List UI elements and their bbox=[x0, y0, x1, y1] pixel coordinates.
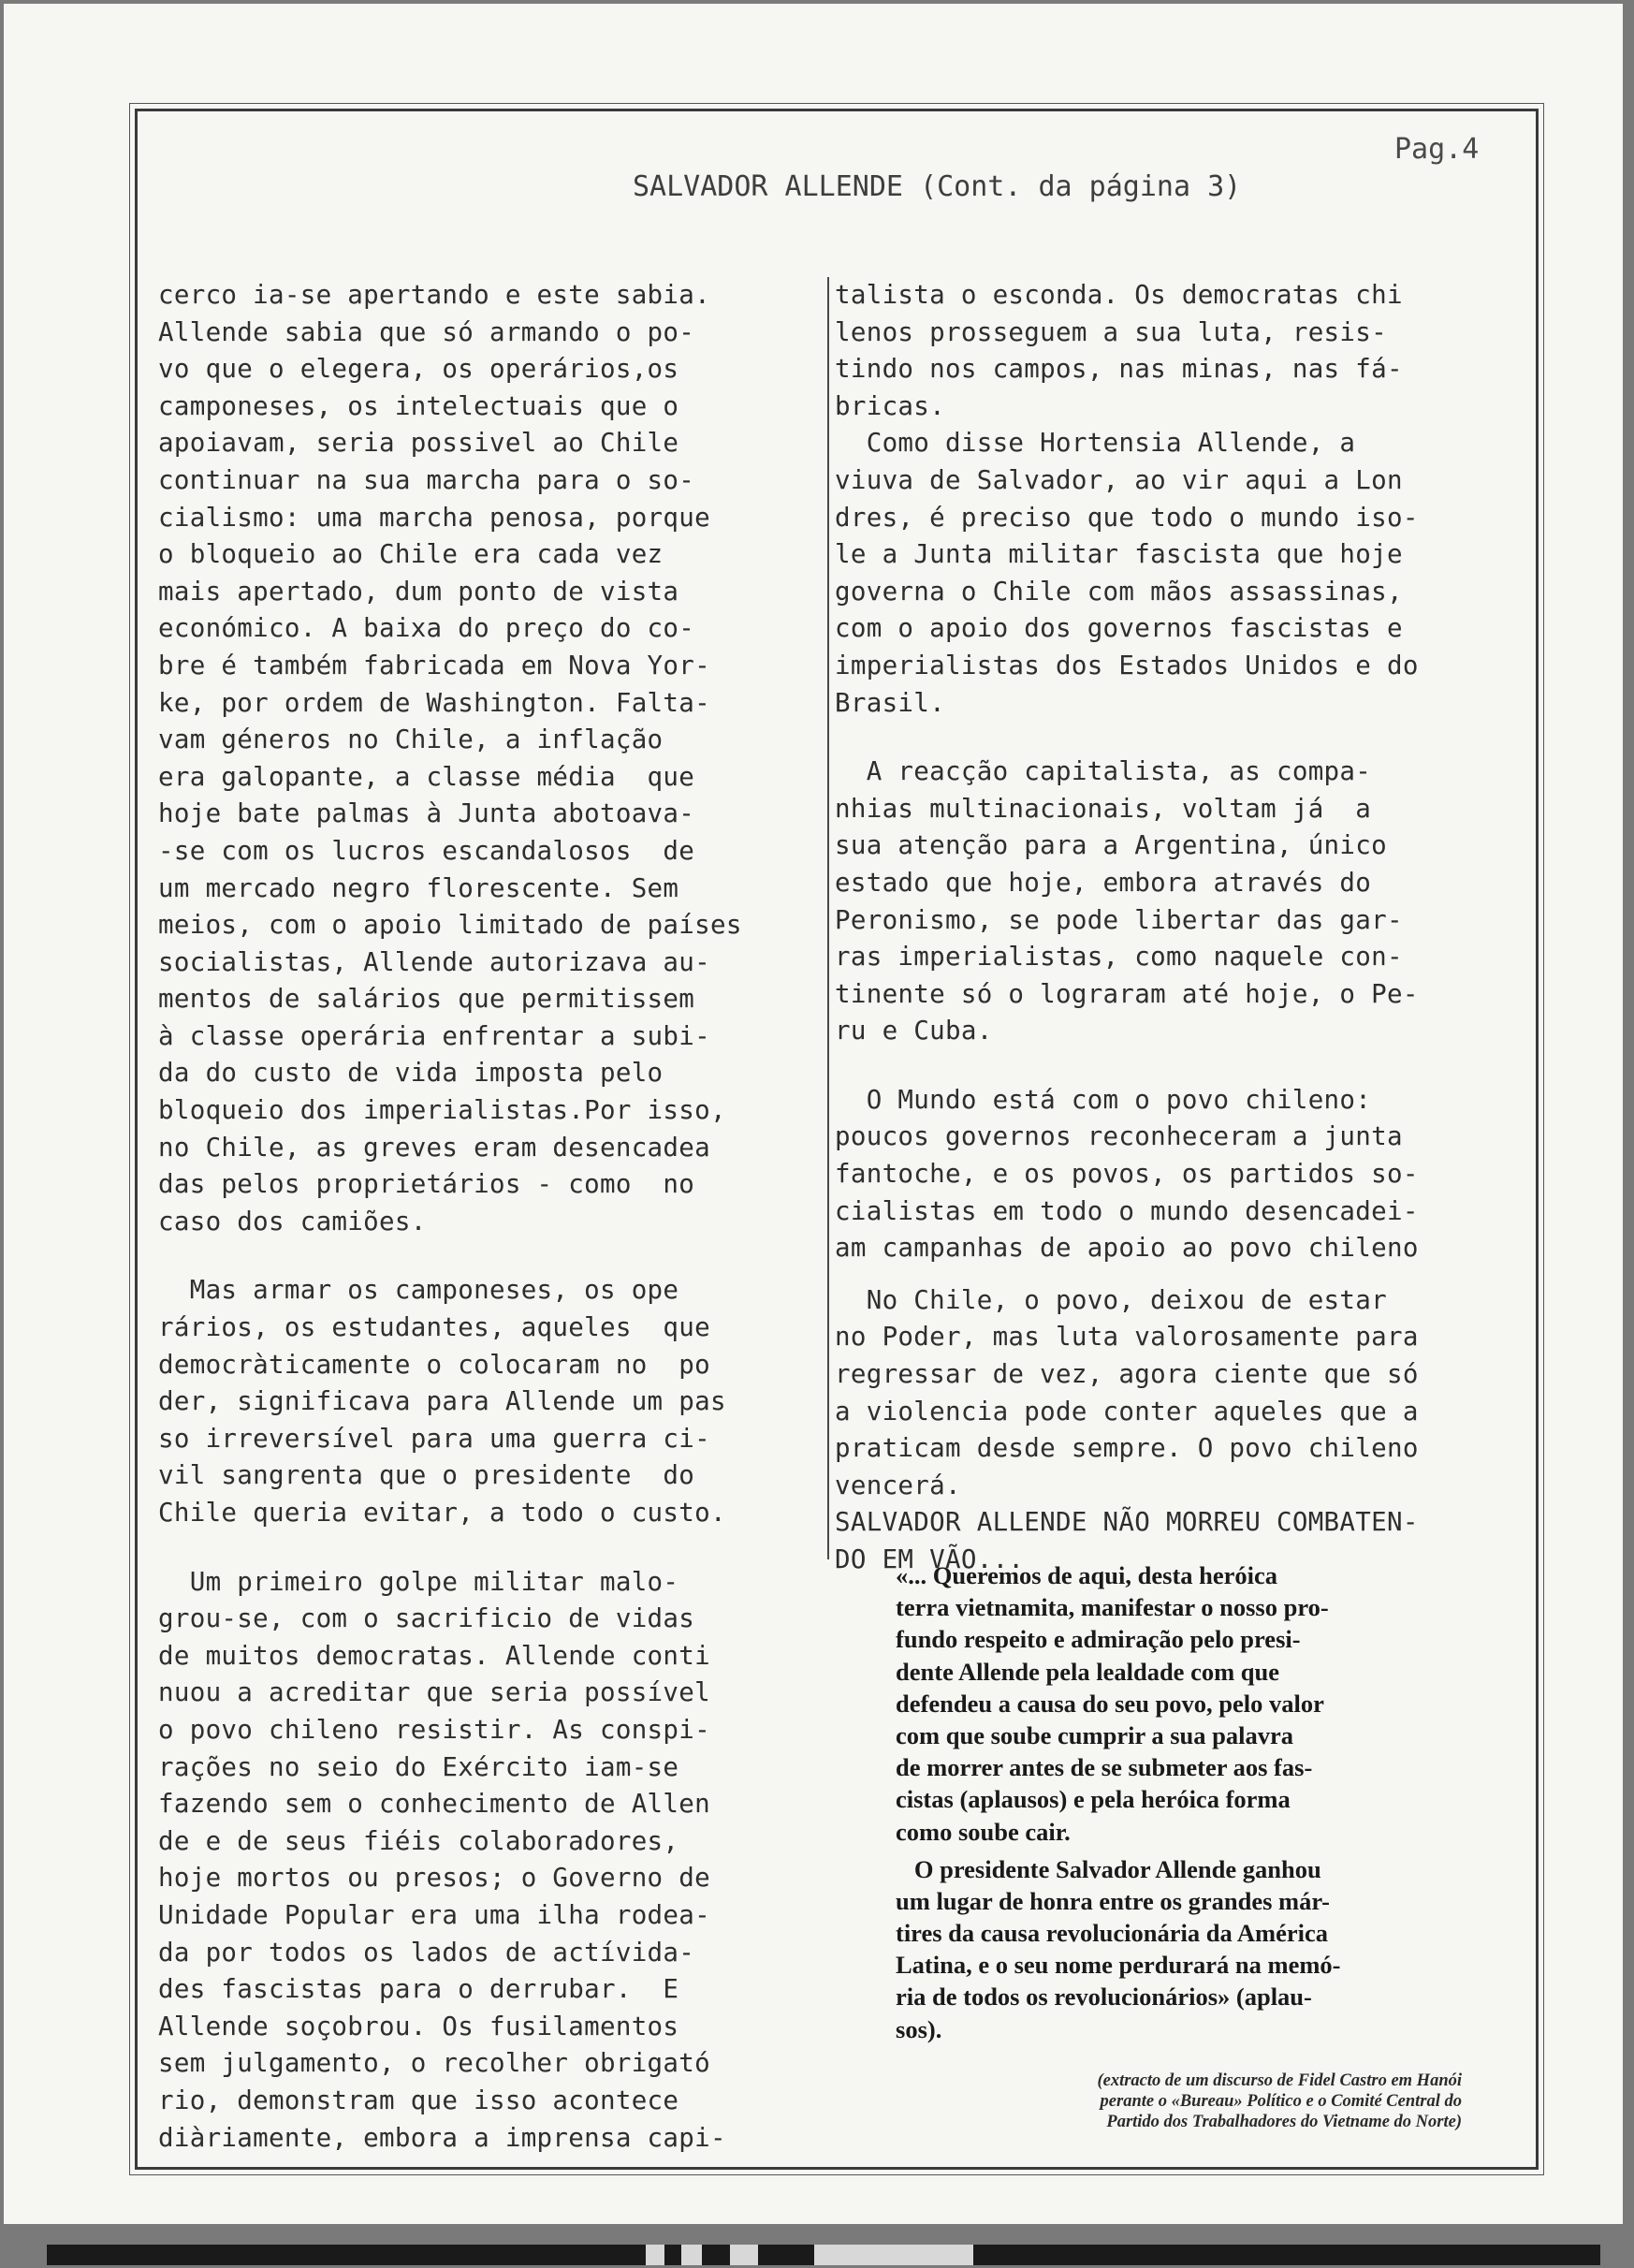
text-line: sua atenção para a Argentina, único bbox=[835, 830, 1387, 861]
text-line: com que soube cumprir a sua palavra bbox=[896, 1720, 1294, 1749]
text-line: viuva de Salvador, ao vir aqui a Lon bbox=[835, 464, 1403, 495]
text-line: da por todos os lados de actívida- bbox=[158, 1937, 695, 1968]
text-line: camponeses, os intelectuais que o bbox=[158, 390, 679, 421]
text-line: fazendo sem o conhecimento de Allen bbox=[158, 1789, 710, 1820]
text-line: o bloqueio ao Chile era cada vez bbox=[158, 539, 664, 570]
text-line: regressar de vez, agora ciente que só bbox=[835, 1359, 1419, 1390]
right-paragraph-2 bbox=[835, 425, 1537, 722]
article-title: SALVADOR ALLENDE (Cont. da página 3) bbox=[633, 170, 1242, 203]
text-line: Allende sabia que só armando o po- bbox=[158, 316, 695, 347]
text-line: Mas armar os camponeses, os ope bbox=[158, 1275, 679, 1306]
text-line: tindo nos campos, nas minas, nas fá- bbox=[835, 354, 1403, 385]
text-line: com o apoio dos governos fascistas e bbox=[835, 613, 1403, 644]
text-line: o povo chileno resistir. As conspi- bbox=[158, 1714, 710, 1745]
quote-paragraph-1 bbox=[896, 1559, 1462, 1848]
text-line: sem julgamento, o recolher obrigató bbox=[158, 2048, 710, 2079]
text-line: um lugar de honra entre os grandes már- bbox=[896, 1886, 1330, 1915]
text-line: O Mundo está com o povo chileno: bbox=[835, 1084, 1372, 1115]
text-line: imperialistas dos Estados Unidos e do bbox=[835, 650, 1419, 680]
text-line: am campanhas de apoio ao povo chileno bbox=[835, 1233, 1419, 1264]
text-line: de muitos democratas. Allende conti bbox=[158, 1640, 710, 1671]
left-column bbox=[158, 277, 818, 2157]
right-paragraph-5 bbox=[835, 1282, 1537, 1579]
text-line: Partido dos Trabalhadores do Vietname do Norte) bbox=[1106, 2113, 1462, 2131]
text-line: rários, os estudantes, aqueles que bbox=[158, 1312, 710, 1343]
text-line: ria de todos os revolucionários» (aplau- bbox=[896, 1983, 1312, 2012]
text-line: meios, com o apoio limitado de países bbox=[158, 910, 742, 941]
text-line: nhias multinacionais, voltam já a bbox=[835, 793, 1372, 824]
text-line: a violencia pode conter aqueles que a bbox=[835, 1396, 1419, 1427]
text-line: cialismo: uma marcha penosa, porque bbox=[158, 502, 710, 533]
text-line: de morrer antes de se submeter aos fas- bbox=[896, 1753, 1313, 1782]
text-line: de e de seus fiéis colaboradores, bbox=[158, 1825, 679, 1856]
text-line: vil sangrenta que o presidente do bbox=[158, 1460, 695, 1491]
text-line: à classe operária enfrentar a subi- bbox=[158, 1020, 710, 1051]
text-line: -se com os lucros escandalosos de bbox=[158, 835, 695, 866]
text-line: praticam desde sempre. O povo chileno bbox=[835, 1433, 1419, 1464]
text-line: rações no seio do Exército iam-se bbox=[158, 1751, 679, 1782]
right-paragraph-3 bbox=[835, 754, 1537, 1050]
text-line: vam géneros no Chile, a inflação bbox=[158, 724, 664, 755]
left-paragraph-1 bbox=[158, 277, 818, 1240]
text-line: no Chile, as greves eram desencadea bbox=[158, 1132, 710, 1163]
text-line: económico. A baixa do preço do co- bbox=[158, 613, 695, 644]
text-line: hoje bate palmas à Junta abotoava- bbox=[158, 798, 695, 829]
text-line: governa o Chile com mãos assassinas, bbox=[835, 576, 1403, 607]
text-line: vencerá. bbox=[835, 1470, 961, 1500]
text-line: cistas (aplausos) e pela heróica forma bbox=[896, 1785, 1291, 1814]
text-line: Peronismo, se pode libertar das gar- bbox=[835, 904, 1403, 935]
text-line: continuar na sua marcha para o so- bbox=[158, 464, 695, 495]
text-line: Brasil. bbox=[835, 687, 945, 718]
text-line: tinente só o lograram até hoje, o Pe- bbox=[835, 978, 1419, 1009]
text-line: ras imperialistas, como naquele con- bbox=[835, 942, 1403, 973]
text-line: No Chile, o povo, deixou de estar bbox=[835, 1284, 1387, 1315]
text-line: cialistas em todo o mundo desencadei- bbox=[835, 1195, 1419, 1226]
text-line: fundo respeito e admiração pelo presi- bbox=[896, 1625, 1301, 1654]
left-paragraph-2 bbox=[158, 1272, 818, 1531]
text-line: lenos prosseguem a sua luta, resis- bbox=[835, 316, 1387, 347]
right-column bbox=[835, 277, 1537, 1579]
castro-quote bbox=[896, 1559, 1462, 2045]
scan-calibration-strip bbox=[47, 2245, 1600, 2265]
quote-attribution bbox=[896, 2070, 1462, 2132]
text-line: Chile queria evitar, a todo o custo. bbox=[158, 1498, 726, 1528]
text-line: Latina, e o seu nome perdurará na memó- bbox=[896, 1951, 1341, 1980]
left-paragraph-3 bbox=[158, 1564, 818, 2158]
text-line: le a Junta militar fascista que hoje bbox=[835, 539, 1403, 570]
text-line: no Poder, mas luta valorosamente para bbox=[835, 1322, 1419, 1353]
text-line: estado que hoje, embora através do bbox=[835, 867, 1372, 898]
text-line: hoje mortos ou presos; o Governo de bbox=[158, 1863, 710, 1894]
text-line: democràticamente o colocaram no po bbox=[158, 1349, 710, 1380]
text-line: perante o «Bureau» Político e o Comité Central do bbox=[1100, 2092, 1462, 2111]
text-line: mais apertado, dum ponto de vista bbox=[158, 576, 679, 607]
text-line: so irreversível para uma guerra ci- bbox=[158, 1423, 710, 1454]
text-line: caso dos camiões. bbox=[158, 1206, 427, 1236]
text-line: mentos de salários que permitissem bbox=[158, 984, 695, 1015]
text-line: der, significava para Allende um pas bbox=[158, 1386, 726, 1417]
text-line: des fascistas para o derrubar. E bbox=[158, 1974, 679, 2005]
text-line: O presidente Salvador Allende ganhou bbox=[896, 1854, 1321, 1883]
text-line: cerco ia-se apertando e este sabia. bbox=[158, 280, 710, 310]
text-line: Unidade Popular era uma ilha rodea- bbox=[158, 1899, 710, 1930]
text-line: vo que o elegera, os operários,os bbox=[158, 354, 679, 385]
text-line: um mercado negro florescente. Sem bbox=[158, 872, 679, 903]
text-line: Allende soçobrou. Os fusilamentos bbox=[158, 2011, 679, 2041]
text-line: A reacção capitalista, as compa- bbox=[835, 756, 1372, 787]
text-line: rio, demonstram que isso acontece bbox=[158, 2085, 679, 2115]
text-line: Um primeiro golpe militar malo- bbox=[158, 1566, 679, 1597]
text-line: fantoche, e os povos, os partidos so- bbox=[835, 1159, 1419, 1190]
text-line: era galopante, a classe média que bbox=[158, 761, 695, 792]
text-line: nuou a acreditar que seria possível bbox=[158, 1677, 710, 1708]
text-line: dres, é preciso que todo o mundo iso- bbox=[835, 502, 1419, 533]
page-number: Pag.4 bbox=[1394, 133, 1480, 166]
text-line: sos). bbox=[896, 2014, 942, 2043]
text-line: grou-se, com o sacrificio de vidas bbox=[158, 1603, 695, 1634]
text-line: ru e Cuba. bbox=[835, 1016, 993, 1046]
document-page bbox=[4, 4, 1623, 2224]
text-line: bre é também fabricada em Nova Yor- bbox=[158, 650, 710, 680]
text-line: DO EM VÃO... bbox=[835, 1544, 1025, 1574]
text-line: apoiavam, seria possivel ao Chile bbox=[158, 428, 679, 459]
text-line: talista o esconda. Os democratas chi bbox=[835, 280, 1403, 310]
text-line: Como disse Hortensia Allende, a bbox=[835, 428, 1356, 459]
text-line: da do custo de vida imposta pelo bbox=[158, 1058, 664, 1089]
quote-paragraph-2 bbox=[896, 1853, 1462, 2045]
text-line: socialistas, Allende autorizava au- bbox=[158, 946, 710, 977]
text-line: bricas. bbox=[835, 390, 945, 421]
right-paragraph-4 bbox=[835, 1082, 1537, 1267]
text-line: ke, por ordem de Washington. Falta- bbox=[158, 687, 710, 718]
text-line: SALVADOR ALLENDE NÃO MORREU COMBATEN- bbox=[835, 1507, 1419, 1538]
text-line: tires da causa revolucionária da América bbox=[896, 1919, 1328, 1948]
text-line: poucos governos reconheceram a junta bbox=[835, 1121, 1403, 1152]
text-line: (extracto de um discurso de Fidel Castro em Hanói bbox=[1097, 2071, 1462, 2090]
text-line: terra vietnamita, manifestar o nosso pro- bbox=[896, 1593, 1329, 1622]
text-line: como soube cair. bbox=[896, 1817, 1071, 1846]
text-line: das pelos proprietários - como no bbox=[158, 1169, 695, 1200]
text-line: bloqueio dos imperialistas.Por isso, bbox=[158, 1095, 726, 1126]
right-paragraph-1 bbox=[835, 277, 1537, 425]
text-line: diàriamente, embora a imprensa capi- bbox=[158, 2122, 726, 2153]
text-line: dente Allende pela lealdade com que bbox=[896, 1657, 1280, 1686]
text-line: «... Queremos de aqui, desta heróica bbox=[896, 1561, 1278, 1589]
column-divider bbox=[827, 277, 829, 1559]
text-line: defendeu a causa do seu povo, pelo valor bbox=[896, 1689, 1324, 1718]
